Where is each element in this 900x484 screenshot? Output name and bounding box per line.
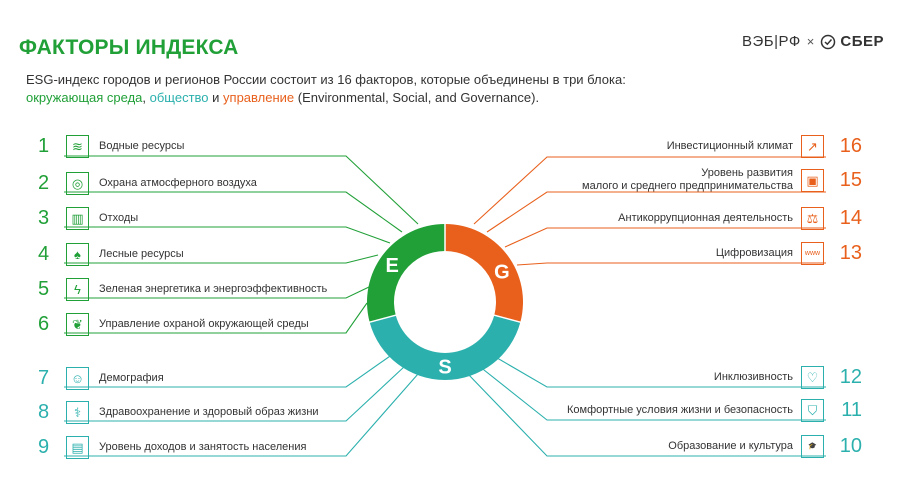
- factor-2: [38, 172, 257, 195]
- factor-5: [38, 278, 327, 301]
- caduceus-icon: ⚕: [66, 401, 89, 424]
- trash-bin-icon: ▥: [66, 207, 89, 230]
- factor-number: 7: [38, 367, 50, 389]
- factor-number: 14: [839, 207, 862, 229]
- factor-10: [668, 435, 862, 458]
- factor-3: [38, 207, 138, 230]
- factor-label: Лесные ресурсы: [99, 248, 184, 260]
- factor-number: 6: [38, 313, 50, 335]
- ring-letter-s: S: [438, 356, 452, 379]
- factor-label: Управление охраной окружающей среды: [99, 318, 309, 330]
- tree-icon: ♠: [66, 243, 89, 266]
- factor-number: 2: [38, 172, 50, 194]
- factor-number: 3: [38, 207, 50, 229]
- water-icon: ≋: [66, 135, 89, 158]
- ring-letter-e: E: [385, 255, 399, 278]
- factor-number: 1: [38, 135, 50, 157]
- intro-governance: управление: [223, 90, 295, 105]
- factor-label: Здравоохранение и здоровый образ жизни: [99, 406, 319, 418]
- heart-hand-icon: ♡: [801, 366, 824, 389]
- air-swirl-icon: ◎: [66, 172, 89, 195]
- factor-label: Уровень доходов и занятость населения: [99, 441, 307, 453]
- factor-label: Охрана атмосферного воздуха: [99, 177, 257, 189]
- graduation-cap-icon: 🎓: [801, 435, 824, 458]
- veb-rf-logo: ВЭБ|РФ: [742, 33, 801, 50]
- factor-label: Инвестиционный климат: [666, 140, 793, 152]
- growth-chart-icon: ↗: [801, 135, 824, 158]
- intro-line-1: ESG-индекс городов и регионов России состоит из 16 факторов, которые объединены в три блока:: [26, 72, 626, 87]
- factor-number: 5: [38, 278, 50, 300]
- factor-15: [582, 167, 862, 193]
- logo-separator: ×: [806, 34, 815, 49]
- factor-8: [38, 401, 319, 424]
- factor-13: [716, 242, 862, 265]
- factor-16: [667, 135, 862, 158]
- factor-6: [38, 313, 309, 336]
- factor-number: 12: [839, 366, 862, 388]
- intro-environment: окружающая среда: [26, 90, 143, 105]
- ring-letter-g: G: [494, 261, 510, 284]
- people-icon: ☺: [66, 367, 89, 390]
- factor-12: [714, 366, 862, 389]
- factor-number: 8: [38, 401, 50, 423]
- cash-register-icon: ▣: [801, 169, 824, 192]
- factor-9: [38, 436, 306, 459]
- factor-number: 11: [841, 399, 862, 421]
- intro-sep-1: ,: [142, 90, 150, 105]
- ring-segment-g: [445, 224, 523, 322]
- intro-sep-2: и: [208, 90, 224, 105]
- factor-number: 15: [839, 168, 862, 191]
- factor-label: Отходы: [99, 212, 139, 224]
- factor-number: 16: [839, 135, 862, 157]
- scales-icon: ⚖: [801, 207, 824, 230]
- lightning-icon: ϟ: [66, 278, 89, 301]
- factor-1: [38, 135, 184, 158]
- factor-label: Антикоррупционная деятельность: [618, 212, 793, 224]
- factor-label: Инклюзивность: [713, 371, 793, 383]
- intro-tail: (Environmental, Social, and Governance).: [294, 90, 540, 105]
- factor-label: Уровень развития малого и среднего предпринимательства: [582, 167, 793, 192]
- factor-label: Водные ресурсы: [99, 140, 185, 152]
- factor-7: [38, 367, 164, 390]
- factor-number: 10: [839, 435, 862, 457]
- factor-14: [618, 207, 862, 230]
- money-icon: ▤: [66, 436, 89, 459]
- factor-label: Образование и культура: [668, 440, 793, 452]
- www-monitor-icon: www: [801, 242, 824, 265]
- factor-number: 13: [839, 242, 862, 264]
- factor-label: Демография: [99, 372, 164, 384]
- page-title: ФАКТОРЫ ИНДЕКСА: [19, 36, 239, 59]
- intro-society: общество: [149, 90, 209, 105]
- factor-label: Цифровизация: [715, 247, 793, 259]
- eco-management-icon: ❦: [66, 313, 89, 336]
- factor-11: [567, 399, 862, 422]
- factor-4: [38, 243, 184, 266]
- safety-shield-icon: ⛉: [801, 399, 824, 422]
- factor-number: 9: [38, 436, 50, 458]
- factor-number: 4: [38, 243, 50, 265]
- sber-logo-text: СБЕР: [840, 33, 884, 50]
- factor-label: Зеленая энергетика и энергоэффективность: [99, 283, 328, 295]
- factor-label: Комфортные условия жизни и безопасность: [566, 404, 793, 416]
